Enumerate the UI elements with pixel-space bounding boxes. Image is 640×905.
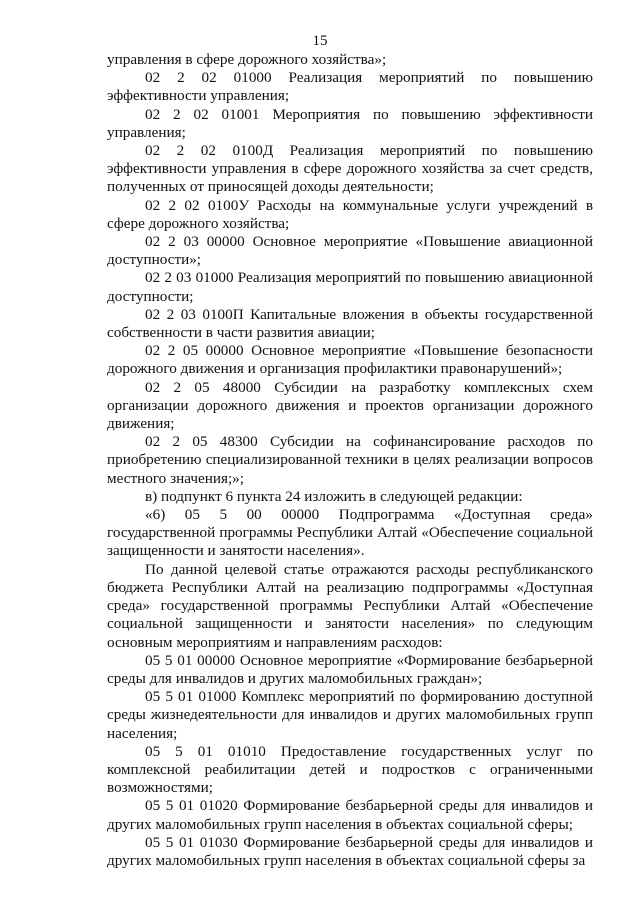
paragraph: 02 2 05 48000 Субсидии на разработку комплексных схем организации дорожного движения и проектов организации дорожного движения; <box>107 378 593 433</box>
paragraph: «6) 05 5 00 00000 Подпрограмма «Доступная среда» государственной программы Республики Алтай «Обеспечение социальной защищенности и занятости населения». <box>107 506 593 560</box>
paragraph: 05 5 01 01020 Формирование безбарьерной среды для инвалидов и других маломобильных групп населения в объектах социальной сферы; <box>107 797 593 833</box>
page-number: 15 <box>312 33 328 49</box>
paragraph: 05 5 01 00000 Основное мероприятие «Формирование безбарьерной среды для инвалидов и других маломобильных граждан»; <box>107 651 593 687</box>
document-body <box>107 51 593 870</box>
paragraph: 02 2 03 00000 Основное мероприятие «Повышение авиационной доступности»; <box>107 233 593 269</box>
paragraph: По данной целевой статье отражаются расходы республиканского бюджета Республики Алтай на реализацию подпрограммы «Доступная среда» государственной программы Республики Алтай «Обеспечение социальной защищенности и занятости населения» по следующим основным мероприятиям и направлениям расходов: <box>107 560 593 651</box>
paragraph: 05 5 01 01010 Предоставление государственных услуг по комплексной реабилитации детей и подростков с ограниченными возможностями; <box>107 742 593 797</box>
paragraph: 02 2 03 01000 Реализация мероприятий по повышению авиационной доступности; <box>107 269 593 305</box>
paragraph: 02 2 05 48300 Субсидии на софинансирование расходов по приобретению специализированной техники в целях реализации вопросов местного значения;»; <box>107 433 593 487</box>
paragraph: 02 2 02 01001 Мероприятия по повышению эффективности управления; <box>107 105 593 141</box>
paragraph: 02 2 02 0100Д Реализация мероприятий по повышению эффективности управления в сфере дорожного хозяйства за счет средств, полученных от приносящей доходы деятельности; <box>107 142 593 196</box>
paragraph: управления в сфере дорожного хозяйства»; <box>107 51 387 68</box>
paragraph: 02 2 02 0100У Расходы на коммунальные услуги учреждений в сфере дорожного хозяйства; <box>107 196 593 232</box>
paragraph: 02 2 02 01000 Реализация мероприятий по повышению эффективности управления; <box>107 69 593 105</box>
paragraph: в) подпункт 6 пункта 24 изложить в следующей редакции: <box>145 487 523 505</box>
paragraph: 05 5 01 01030 Формирование безбарьерной среды для инвалидов и других маломобильных групп населения в объектах социальной сферы за <box>107 833 593 869</box>
paragraph: 05 5 01 01000 Комплекс мероприятий по формированию доступной среды жизнедеятельности для инвалидов и других маломобильных групп населения; <box>107 688 593 742</box>
paragraph: 02 2 05 00000 Основное мероприятие «Повышение безопасности дорожного движения и организация профилактики правонарушений»; <box>107 342 593 378</box>
paragraph: 02 2 03 0100П Капитальные вложения в объекты государственной собственности в части развития авиации; <box>107 305 593 342</box>
